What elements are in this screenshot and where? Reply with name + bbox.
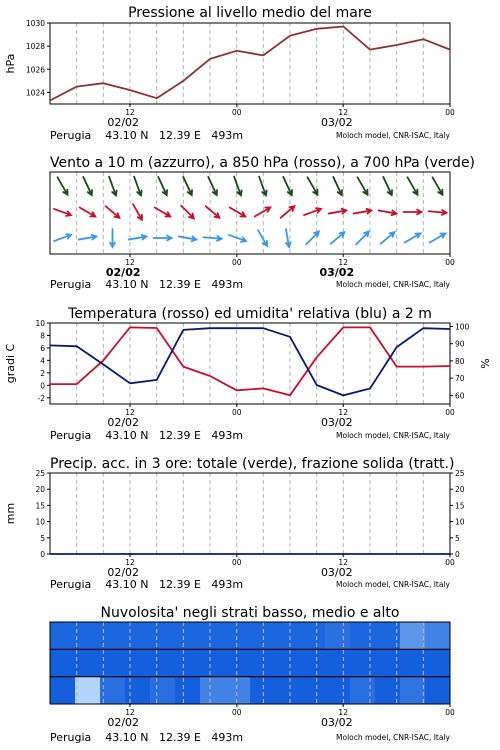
model-credit: Moloch model, CNR-ISAC, Italy <box>336 280 450 289</box>
y-tick-label-right: 10 <box>455 517 465 527</box>
cloud-cell-alto <box>425 622 451 649</box>
x-tick-label: 12 <box>125 708 135 717</box>
y-tick-label-right: 25 <box>455 469 465 478</box>
x-tick-label: 00 <box>232 108 242 117</box>
cloud-cell-alto <box>325 622 351 649</box>
location-label: Perugia 43.10 N 12.39 E 493m <box>50 129 244 142</box>
model-credit: Moloch model, CNR-ISAC, Italy <box>336 431 450 440</box>
x-tick-label: 00 <box>445 558 455 567</box>
y-axis-label: hPa <box>4 53 17 74</box>
cloud-cell-medio <box>150 649 176 676</box>
cloud-cell-alto <box>275 622 301 649</box>
cloud-cell-basso <box>125 677 151 704</box>
cloud-cell-medio <box>325 649 351 676</box>
y-tick-label-right: 20 <box>455 485 465 495</box>
date-label: 03/02 <box>320 116 353 129</box>
y-tick-label-right: 100 <box>455 322 470 332</box>
location-label: Perugia 43.10 N 12.39 E 493m <box>50 278 244 291</box>
wind-title: Vento a 10 m (azzurro), a 850 hPa (rosso), a 700 hPa (verde) <box>50 155 476 171</box>
x-tick-label: 00 <box>445 258 455 267</box>
y-tick-label: 1026 <box>25 65 45 75</box>
x-tick-label: 12 <box>125 258 135 267</box>
x-tick-label: 12 <box>338 408 348 417</box>
cloud-cell-alto <box>75 622 101 649</box>
y-tick-label: 5 <box>40 533 45 543</box>
x-tick-label: 00 <box>232 408 242 417</box>
cloud-cell-basso <box>75 677 101 704</box>
pressure-title: Pressione al livello medio del mare <box>128 5 372 21</box>
date-label: 03/02 <box>320 566 353 579</box>
y-axis-label: gradi C <box>4 343 17 384</box>
x-tick-label: 12 <box>338 108 348 117</box>
cloud-cell-medio <box>275 649 301 676</box>
cloud-cell-medio <box>125 649 151 676</box>
y-tick-label-right: 60 <box>455 391 465 401</box>
date-label: 03/02 <box>319 266 355 279</box>
x-tick-label: 00 <box>445 408 455 417</box>
y-tick-label: 6 <box>40 343 45 353</box>
y-tick-label: 1030 <box>25 19 45 28</box>
x-tick-label: 00 <box>445 108 455 117</box>
x-tick-label: 12 <box>125 408 135 417</box>
cloud-cell-alto <box>150 622 176 649</box>
x-tick-label: 12 <box>338 258 348 267</box>
cloud-cell-alto <box>350 622 376 649</box>
cloudiness-title: Nuvolosita' negli strati basso, medio e alto <box>100 605 400 621</box>
cloud-cell-medio <box>75 649 101 676</box>
cloud-cell-alto <box>125 622 151 649</box>
x-tick-label: 12 <box>338 558 348 567</box>
date-label: 02/02 <box>107 566 140 579</box>
x-tick-label: 00 <box>445 708 455 717</box>
cloud-cell-basso <box>350 677 376 704</box>
cloud-cell-alto <box>225 622 251 649</box>
cloud-cell-medio <box>50 649 76 676</box>
y-tick-label: -2 <box>37 393 45 403</box>
cloud-cell-medio <box>400 649 426 676</box>
cloud-cell-medio <box>175 649 201 676</box>
cloud-cell-medio <box>225 649 251 676</box>
precipitation-title: Precip. acc. in 3 ore: totale (verde), frazione solida (tratt.) <box>50 456 455 472</box>
date-label: 02/02 <box>107 416 140 429</box>
cloud-cell-basso <box>150 677 176 704</box>
cloud-cell-basso <box>325 677 351 704</box>
cloud-cell-basso <box>300 677 326 704</box>
x-tick-label: 12 <box>125 558 135 567</box>
y-tick-label: 8 <box>40 331 45 341</box>
cloud-cell-basso <box>225 677 251 704</box>
y-tick-label: 1028 <box>25 42 45 52</box>
cloud-cell-alto <box>250 622 276 649</box>
y-tick-label: 15 <box>35 501 45 511</box>
cloud-cell-basso <box>425 677 451 704</box>
cloud-cell-alto <box>400 622 426 649</box>
date-label: 02/02 <box>107 116 140 129</box>
cloud-cell-basso <box>275 677 301 704</box>
model-credit: Moloch model, CNR-ISAC, Italy <box>336 733 450 742</box>
cloud-cell-medio <box>425 649 451 676</box>
x-tick-label: 00 <box>232 708 242 717</box>
location-label: Perugia 43.10 N 12.39 E 493m <box>50 578 244 591</box>
model-credit: Moloch model, CNR-ISAC, Italy <box>336 131 450 140</box>
y-tick-label-right: 5 <box>455 533 460 543</box>
y-tick-label-right: 15 <box>455 501 465 511</box>
location-label: Perugia 43.10 N 12.39 E 493m <box>50 731 244 744</box>
cloud-cell-medio <box>350 649 376 676</box>
cloud-cell-basso <box>175 677 201 704</box>
date-label: 03/02 <box>320 416 353 429</box>
cloud-cell-alto <box>200 622 226 649</box>
y-tick-label: 2 <box>40 368 45 378</box>
date-label: 02/02 <box>105 266 141 279</box>
cloud-cell-basso <box>400 677 426 704</box>
y-tick-label-right: 70 <box>455 374 465 384</box>
y-tick-label: 1024 <box>25 88 45 98</box>
cloud-cell-basso <box>250 677 276 704</box>
y-axis-label: mm <box>4 502 17 525</box>
cloud-cell-alto <box>300 622 326 649</box>
y-tick-label: 20 <box>35 485 45 495</box>
date-label: 03/02 <box>320 716 353 729</box>
temperature-title: Temperatura (rosso) ed umidita' relativa (blu) a 2 m <box>68 306 432 322</box>
x-tick-label: 00 <box>232 258 242 267</box>
y-tick-label-right: 0 <box>455 550 460 559</box>
cloud-cell-medio <box>300 649 326 676</box>
y-tick-label: 10 <box>35 319 45 328</box>
x-tick-label: 12 <box>125 108 135 117</box>
y-tick-label: 0 <box>40 550 45 559</box>
y-tick-label: 0 <box>40 381 45 391</box>
y-tick-label-right: 90 <box>455 339 465 349</box>
cloud-cell-basso <box>200 677 226 704</box>
y-tick-label-right: 80 <box>455 356 465 366</box>
date-label: 02/02 <box>107 716 140 729</box>
cloud-cell-medio <box>200 649 226 676</box>
y-axis-label-right: % <box>479 358 492 369</box>
location-label: Perugia 43.10 N 12.39 E 493m <box>50 429 244 442</box>
x-tick-label: 00 <box>232 558 242 567</box>
cloud-cell-basso <box>50 677 76 704</box>
cloud-cell-alto <box>175 622 201 649</box>
cloud-cell-medio <box>250 649 276 676</box>
x-tick-label: 12 <box>338 708 348 717</box>
cloud-cell-alto <box>50 622 76 649</box>
y-tick-label: 4 <box>40 356 45 366</box>
model-credit: Moloch model, CNR-ISAC, Italy <box>336 580 450 589</box>
y-tick-label: 25 <box>35 469 45 478</box>
y-tick-label: 10 <box>35 517 45 527</box>
